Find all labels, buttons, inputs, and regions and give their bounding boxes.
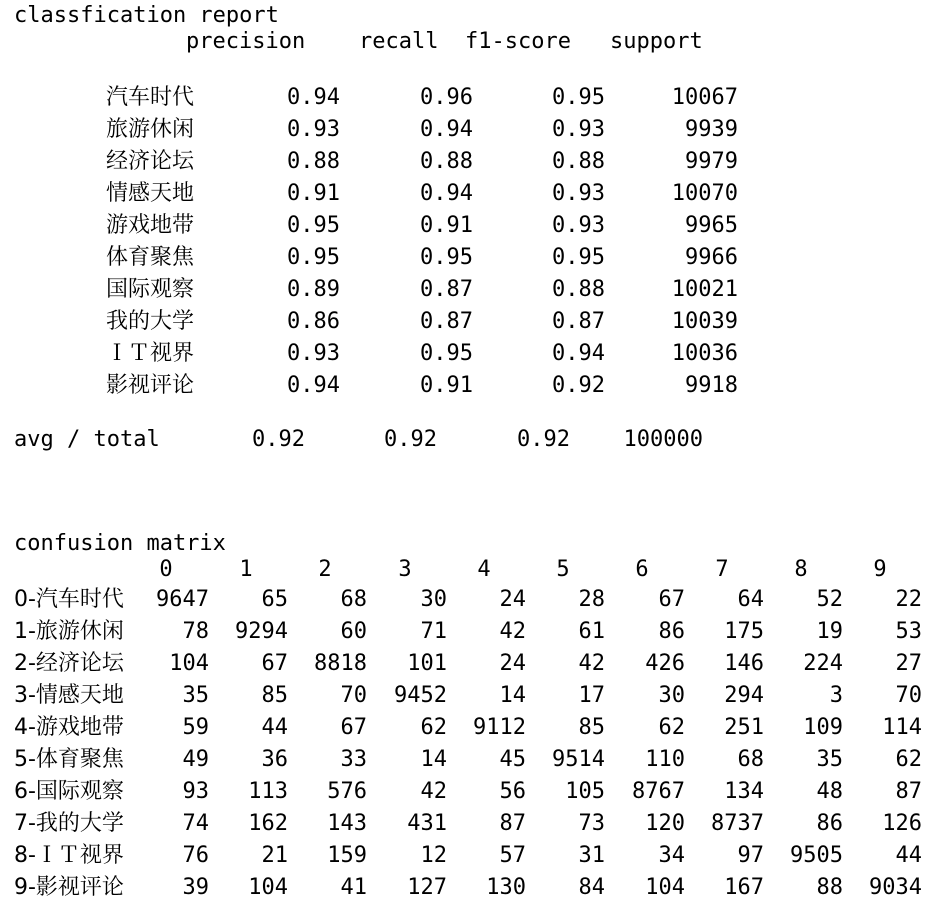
confusion-cell: 35 [182,683,209,708]
confusion-cell: 48 [816,779,843,804]
confusion-cell: 251 [724,715,764,740]
confusion-row [0,776,932,808]
header-precision: precision [186,29,306,54]
report-cell-recall: 0.94 [420,181,473,206]
confusion-cell: 57 [499,843,526,868]
confusion-cell: 9647 [156,587,209,612]
confusion-cell: 49 [182,747,209,772]
report-cell-f1-score: 0.95 [552,245,605,270]
avg-label: avg / total [14,427,160,452]
confusion-cell: 60 [340,619,367,644]
confusion-row [0,680,932,712]
confusion-cell: 33 [340,747,367,772]
report-cell-support: 9966 [685,245,738,270]
confusion-cell: 22 [895,587,922,612]
confusion-cell: 52 [816,587,843,612]
confusion-cell: 71 [420,619,447,644]
confusion-col-header: 2 [318,557,332,582]
confusion-cell: 114 [882,715,922,740]
confusion-cell: 104 [248,875,288,900]
report-row [0,338,932,370]
confusion-cell: 28 [578,587,605,612]
confusion-cell: 87 [499,811,526,836]
confusion-row-label: 0-汽车时代 [14,587,124,612]
report-cell-f1-score: 0.88 [552,149,605,174]
confusion-cell: 62 [658,715,685,740]
confusion-cell: 14 [420,747,447,772]
confusion-cell: 86 [658,619,685,644]
confusion-cell: 42 [420,779,447,804]
report-cell-precision: 0.93 [287,341,340,366]
confusion-cell: 86 [816,811,843,836]
confusion-cell: 9452 [394,683,447,708]
confusion-cell: 104 [645,875,685,900]
report-cell-precision: 0.93 [287,117,340,142]
confusion-cell: 12 [420,843,447,868]
header-support: support [610,29,703,54]
confusion-col-header: 5 [556,557,570,582]
confusion-cell: 9112 [473,715,526,740]
report-row-label: 体育聚焦 [106,245,195,270]
confusion-cell: 27 [895,651,922,676]
confusion-cell: 84 [578,875,605,900]
report-cell-recall: 0.95 [420,341,473,366]
confusion-row-label: 1-旅游休闲 [14,619,124,644]
confusion-cell: 53 [895,619,922,644]
avg-support: 100000 [623,427,703,452]
confusion-cell: 3 [829,683,843,708]
confusion-cell: 42 [578,651,605,676]
avg-recall: 0.92 [384,427,437,452]
report-title: classfication report [14,3,279,28]
report-cell-support: 10036 [671,341,738,366]
confusion-cell: 67 [340,715,367,740]
confusion-cell: 294 [724,683,764,708]
report-row-label: 我的大学 [106,309,195,334]
confusion-cell: 101 [407,651,447,676]
confusion-row-label: 8-ＩＴ视界 [14,843,124,868]
confusion-cell: 175 [724,619,764,644]
report-cell-recall: 0.88 [420,149,473,174]
report-cell-f1-score: 0.87 [552,309,605,334]
confusion-cell: 9294 [235,619,288,644]
report-row [0,370,932,402]
report-cell-precision: 0.86 [287,309,340,334]
report-cell-support: 10070 [671,181,738,206]
report-cell-recall: 0.87 [420,309,473,334]
confusion-cell: 64 [737,587,764,612]
confusion-cell: 109 [803,715,843,740]
confusion-cell: 93 [182,779,209,804]
confusion-cell: 36 [261,747,288,772]
confusion-row [0,648,932,680]
confusion-row-label: 2-经济论坛 [14,651,124,676]
confusion-cell: 70 [340,683,367,708]
confusion-col-header: 8 [794,557,808,582]
confusion-cell: 76 [182,843,209,868]
confusion-cell: 17 [578,683,605,708]
confusion-cell: 61 [578,619,605,644]
avg-f1-score: 0.92 [517,427,570,452]
confusion-row [0,616,932,648]
confusion-cell: 167 [724,875,764,900]
confusion-cell: 67 [261,651,288,676]
report-row [0,146,932,178]
confusion-cell: 159 [327,843,367,868]
confusion-cell: 9514 [552,747,605,772]
report-cell-recall: 0.95 [420,245,473,270]
confusion-row [0,712,932,744]
confusion-row [0,744,932,776]
confusion-cell: 126 [882,811,922,836]
report-row [0,242,932,274]
confusion-col-header: 4 [477,557,491,582]
report-cell-support: 9965 [685,213,738,238]
confusion-cell: 9505 [790,843,843,868]
report-cell-f1-score: 0.94 [552,341,605,366]
confusion-cell: 87 [895,779,922,804]
confusion-cell: 30 [420,587,447,612]
confusion-cell: 70 [895,683,922,708]
confusion-cell: 30 [658,683,685,708]
confusion-cell: 35 [816,747,843,772]
report-cell-recall: 0.87 [420,277,473,302]
confusion-cell: 44 [261,715,288,740]
confusion-cell: 431 [407,811,447,836]
report-row [0,274,932,306]
report-cell-recall: 0.91 [420,213,473,238]
confusion-cell: 65 [261,587,288,612]
confusion-row-label: 7-我的大学 [14,811,124,836]
report-cell-f1-score: 0.95 [552,85,605,110]
confusion-cell: 21 [261,843,288,868]
report-cell-support: 10039 [671,309,738,334]
report-cell-f1-score: 0.93 [552,117,605,142]
confusion-cell: 85 [578,715,605,740]
report-cell-support: 10067 [671,85,738,110]
confusion-col-header: 9 [873,557,887,582]
report-row-label: 游戏地带 [106,213,195,238]
report-cell-f1-score: 0.93 [552,213,605,238]
report-cell-f1-score: 0.88 [552,277,605,302]
report-cell-support: 9939 [685,117,738,142]
confusion-cell: 8767 [632,779,685,804]
confusion-row-label: 9-影视评论 [14,875,124,900]
confusion-cell: 62 [420,715,447,740]
report-row-label: 汽车时代 [106,85,195,110]
confusion-cell: 146 [724,651,764,676]
report-cell-f1-score: 0.93 [552,181,605,206]
report-row-label: 经济论坛 [106,149,195,174]
confusion-cell: 31 [578,843,605,868]
confusion-cell: 105 [565,779,605,804]
report-row-label: 情感天地 [106,181,195,206]
confusion-cell: 134 [724,779,764,804]
confusion-cell: 24 [499,587,526,612]
confusion-row-label: 3-情感天地 [14,683,124,708]
report-cell-precision: 0.94 [287,373,340,398]
confusion-row [0,872,932,904]
report-cell-support: 9979 [685,149,738,174]
report-cell-support: 9918 [685,373,738,398]
confusion-cell: 8737 [711,811,764,836]
confusion-cell: 14 [499,683,526,708]
confusion-cell: 59 [182,715,209,740]
confusion-col-header: 1 [239,557,253,582]
confusion-cell: 39 [182,875,209,900]
confusion-cell: 44 [895,843,922,868]
report-cell-recall: 0.96 [420,85,473,110]
confusion-col-header: 6 [635,557,649,582]
confusion-row-label: 6-国际观察 [14,779,124,804]
confusion-cell: 74 [182,811,209,836]
confusion-row-label: 5-体育聚焦 [14,747,124,772]
confusion-col-header: 3 [398,557,412,582]
confusion-row [0,584,932,616]
confusion-cell: 143 [327,811,367,836]
confusion-cell: 73 [578,811,605,836]
confusion-cell: 34 [658,843,685,868]
report-row [0,114,932,146]
report-row-label: ＩＴ视界 [106,341,195,366]
confusion-cell: 8818 [314,651,367,676]
confusion-cell: 67 [658,587,685,612]
report-cell-precision: 0.88 [287,149,340,174]
confusion-cell: 45 [499,747,526,772]
avg-precision: 0.92 [252,427,305,452]
report-cell-precision: 0.89 [287,277,340,302]
report-cell-precision: 0.95 [287,213,340,238]
confusion-cell: 78 [182,619,209,644]
report-cell-recall: 0.94 [420,117,473,142]
confusion-col-header: 7 [715,557,729,582]
report-row [0,210,932,242]
report-cell-precision: 0.91 [287,181,340,206]
report-row [0,82,932,114]
confusion-cell: 19 [816,619,843,644]
confusion-cell: 88 [816,875,843,900]
confusion-cell: 104 [169,651,209,676]
report-cell-f1-score: 0.92 [552,373,605,398]
confusion-cell: 97 [737,843,764,868]
confusion-row [0,840,932,872]
confusion-cell: 42 [499,619,526,644]
confusion-cell: 24 [499,651,526,676]
confusion-cell: 68 [737,747,764,772]
confusion-cell: 9034 [869,875,922,900]
confusion-cell: 426 [645,651,685,676]
confusion-cell: 576 [327,779,367,804]
confusion-title: confusion matrix [14,531,226,556]
confusion-cell: 85 [261,683,288,708]
report-cell-recall: 0.91 [420,373,473,398]
report-row-label: 国际观察 [106,277,195,302]
confusion-cell: 41 [340,875,367,900]
report-cell-precision: 0.95 [287,245,340,270]
confusion-cell: 127 [407,875,447,900]
header-f1-score: f1-score [465,29,571,54]
confusion-cell: 224 [803,651,843,676]
confusion-row-label: 4-游戏地带 [14,715,124,740]
confusion-cell: 68 [340,587,367,612]
report-row-label: 旅游休闲 [106,117,195,142]
confusion-cell: 162 [248,811,288,836]
confusion-cell: 113 [248,779,288,804]
report-cell-support: 10021 [671,277,738,302]
report-cell-precision: 0.94 [287,85,340,110]
report-row [0,178,932,210]
confusion-row [0,808,932,840]
confusion-cell: 130 [486,875,526,900]
confusion-cell: 110 [645,747,685,772]
report-row [0,306,932,338]
confusion-cell: 120 [645,811,685,836]
confusion-col-header: 0 [159,557,173,582]
confusion-cell: 62 [895,747,922,772]
header-recall: recall [359,29,439,54]
confusion-cell: 56 [499,779,526,804]
report-row-label: 影视评论 [106,373,195,398]
